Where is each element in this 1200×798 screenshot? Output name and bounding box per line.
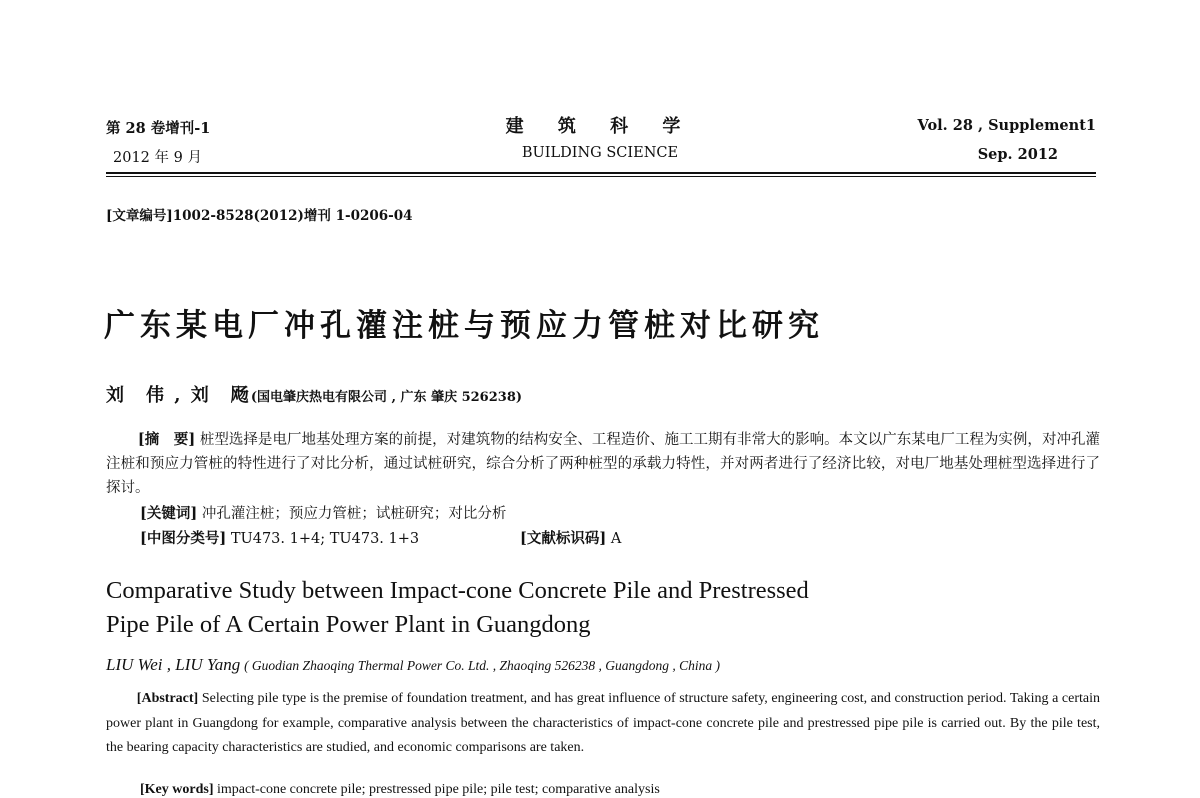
authors-cn	[106, 381, 522, 407]
authors-en	[106, 655, 720, 675]
clc-value: TU473. 1+4; TU473. 1+3	[230, 531, 420, 547]
volume-en: Vol. 28 , Supplement1	[917, 117, 1096, 134]
header-rule-thick	[106, 172, 1096, 174]
author-names-cn: 刘 伟 , 刘 飏	[106, 385, 251, 406]
keywords-en-label: [Key words]	[140, 782, 214, 797]
classification-clc	[140, 527, 419, 548]
title-cn: 广东某电厂冲孔灌注桩与预应力管桩对比研究	[104, 308, 824, 344]
journal-name-en: BUILDING SCIENCE	[521, 145, 679, 161]
date-cn: 2012 年 9 月	[113, 150, 202, 166]
abstract-cn-label: [摘 要]	[137, 431, 196, 448]
doc-code-value: A	[610, 531, 622, 547]
abstract-en-label: [Abstract]	[136, 691, 199, 706]
volume-cn: 第 28 卷增刊-1	[106, 120, 211, 137]
date-en: Sep. 2012	[977, 146, 1058, 163]
keywords-cn-text: 冲孔灌注桩；预应力管桩；试桩研究；对比分析	[201, 506, 507, 522]
header-rule-thin	[106, 176, 1096, 177]
title-en-line1: Comparative Study between Impact-cone Concrete Pile and Prestressed	[106, 577, 809, 604]
abstract-cn-text: 桩型选择是电厂地基处理方案的前提，对建筑物的结构安全、工程造价、施工工期有非常大的影响。本文以广东某电厂工程为实例，对冲孔灌注桩和预应力管桩的特性进行了对比分析，通过试桩研究，综合分析了两种桩型的承载力特性，并对两者进行了经济比较，对电厂地基处理桩型选择进行了探讨。	[106, 432, 1101, 496]
title-en-line2: Pipe Pile of A Certain Power Plant in Guangdong	[106, 611, 591, 638]
abstract-cn	[106, 428, 1100, 500]
author-names-en: LIU Wei , LIU Yang	[106, 655, 241, 674]
doc-code-label: [文献标识码]	[520, 530, 607, 547]
keywords-cn-label: [关键词]	[140, 505, 198, 522]
journal-name-cn: 建 筑 科 学	[505, 116, 695, 137]
keywords-cn	[140, 502, 506, 523]
keywords-en	[140, 782, 660, 798]
clc-label: [中图分类号]	[140, 530, 227, 547]
classification-doc	[520, 527, 621, 548]
keywords-en-text: impact-cone concrete pile; prestressed pipe pile; pile test; comparative analysis	[217, 782, 660, 797]
affiliation-en: ( Guodian Zhaoqing Thermal Power Co. Ltd. , Zhaoqing 526238 , Guangdong , China )	[244, 658, 720, 673]
abstract-en	[106, 687, 1100, 761]
affiliation-cn: (国电肇庆热电有限公司 , 广东 肇庆 526238)	[250, 390, 523, 405]
abstract-en-text: Selecting pile type is the premise of foundation treatment, and has great influence of structure safety, engineering cost, and construction period. Taking a certain power plant in Guangdong for example, comparative analysis between the characteristics of impact-cone concrete pile and prestressed pipe pile is carried out. By the pile test, the bearing capacity characteristics are studied, and economic comparisons are taken.	[106, 691, 1101, 755]
article-number: [文章编号]1002-8528(2012)增刊 1-0206-04	[106, 208, 413, 224]
